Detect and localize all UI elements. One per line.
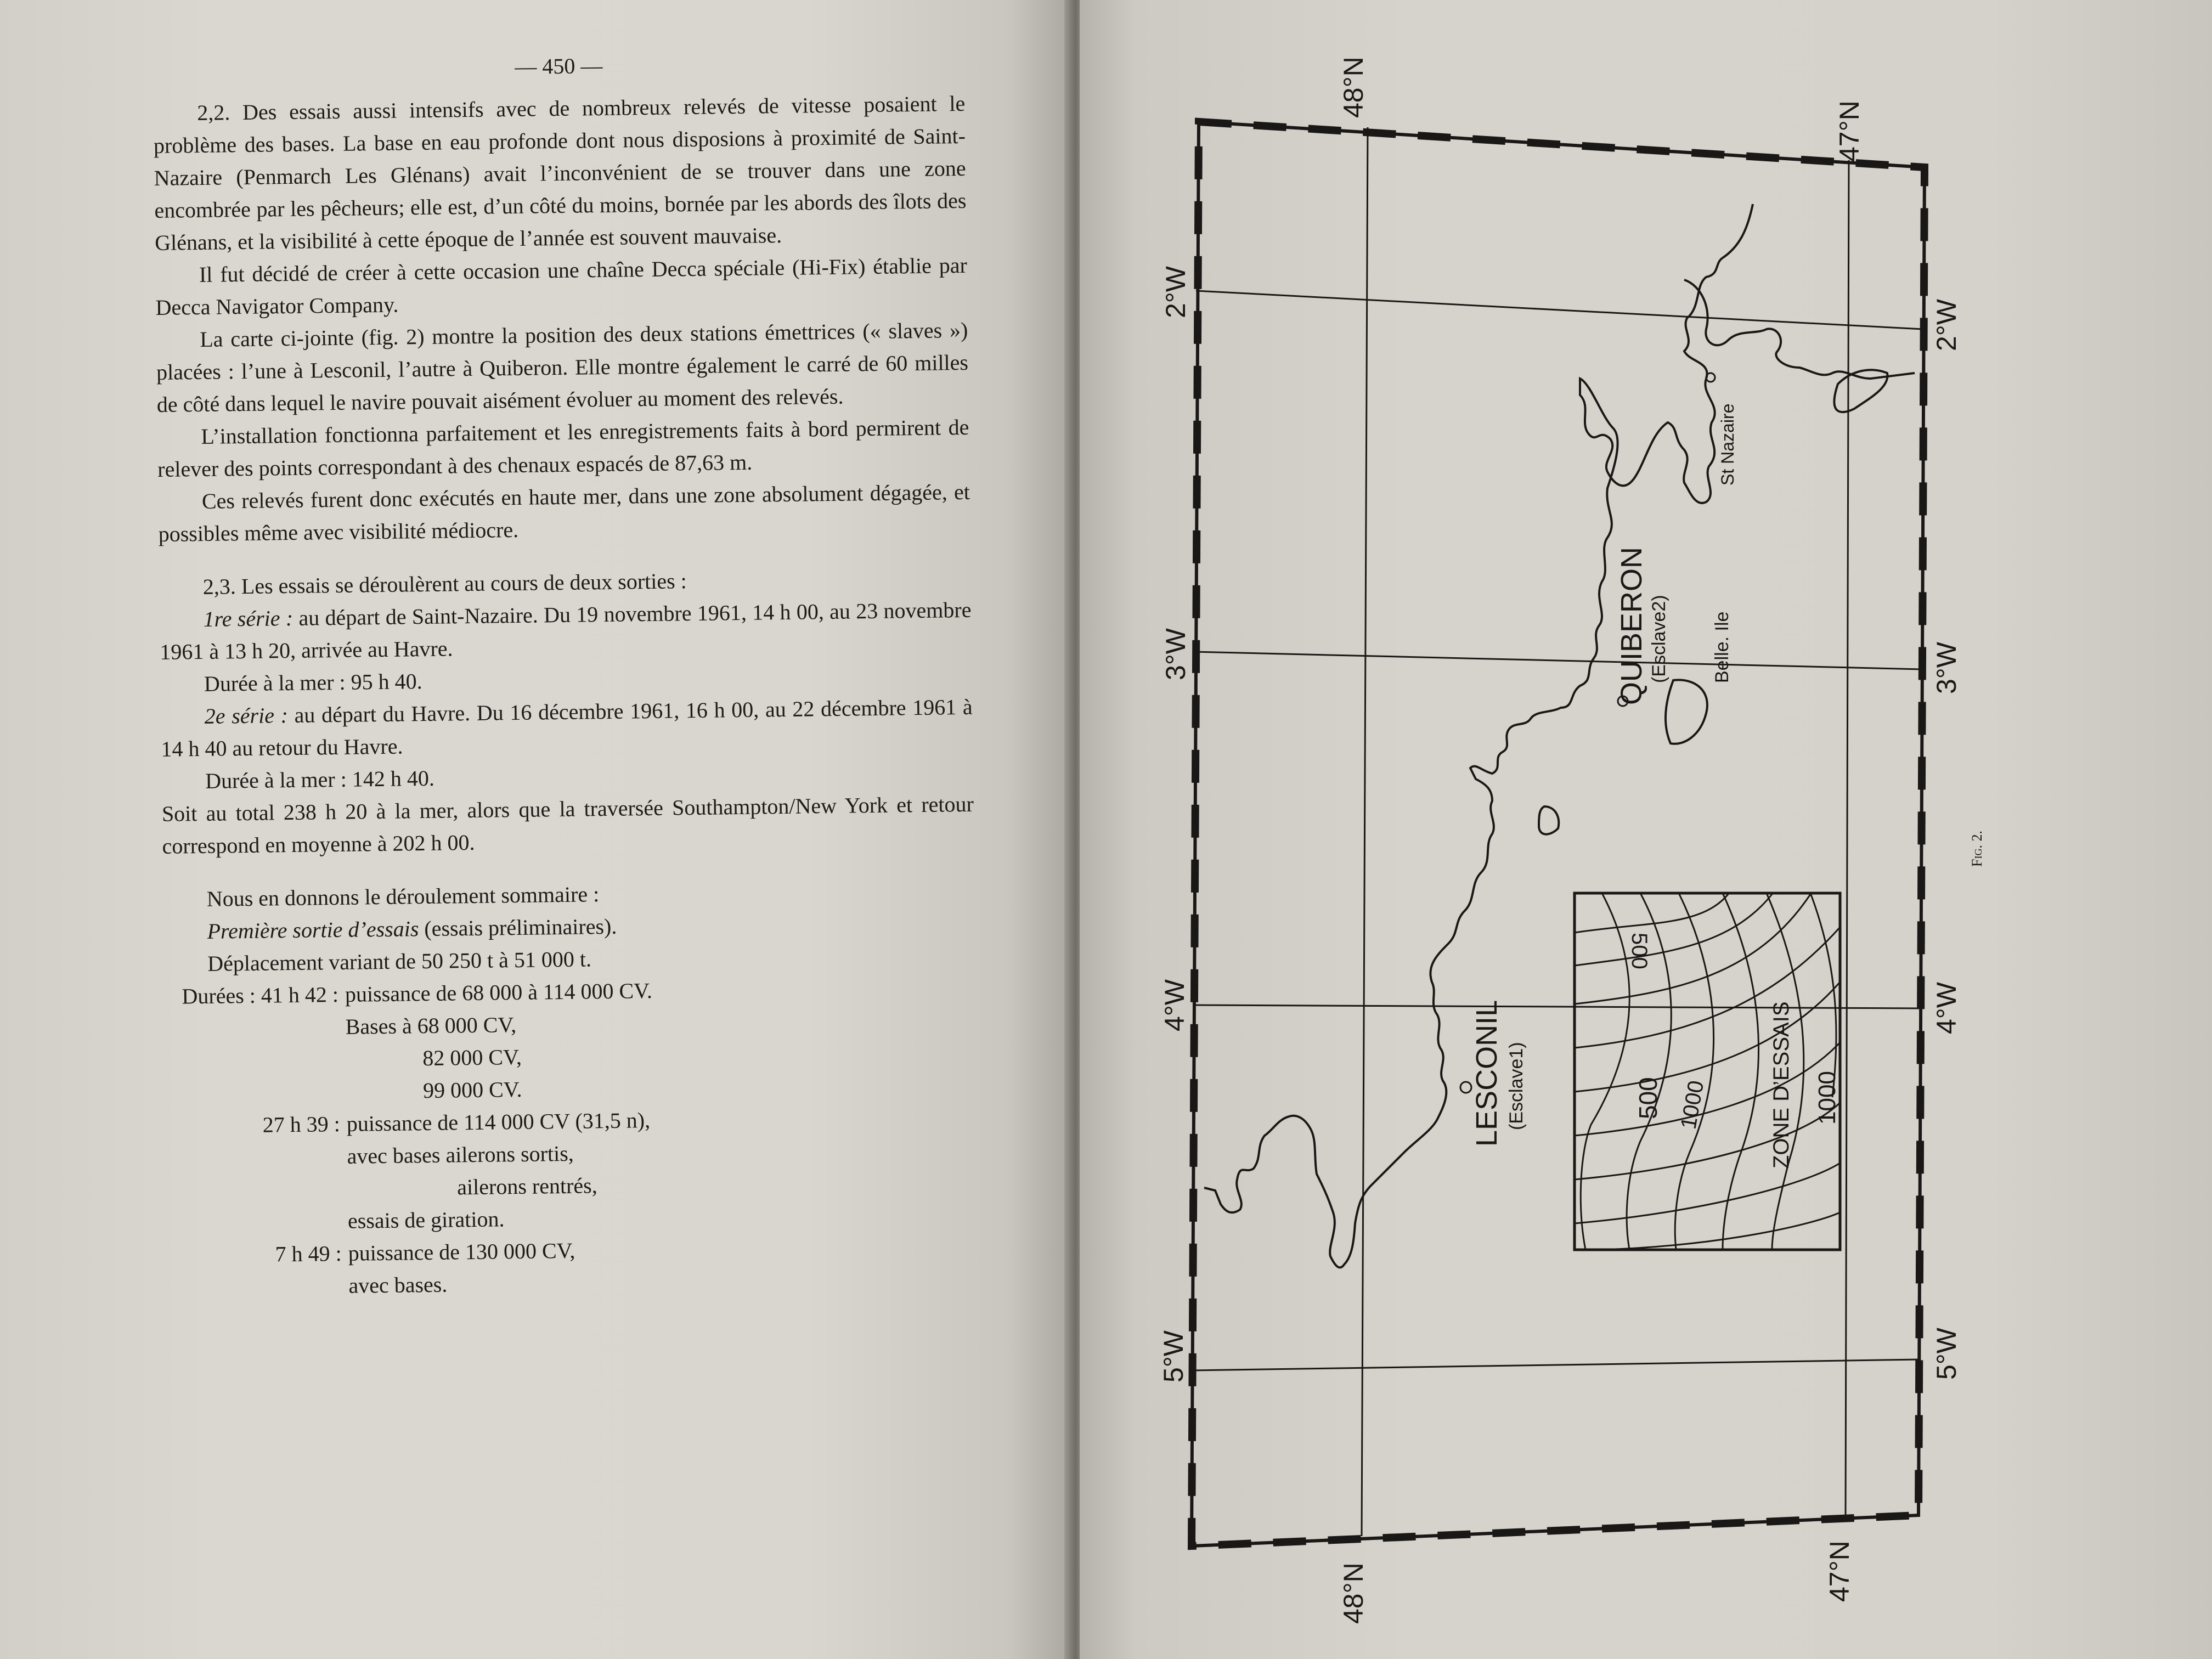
zone-grid — [1575, 893, 1840, 1250]
duration-line: 99 000 CV. — [422, 1076, 522, 1103]
duration-line: avec bases. — [348, 1272, 448, 1298]
deplacement: Déplacement variant de 50 250 t à 51 000 t. — [207, 946, 592, 976]
duration-line: puissance de 130 000 CV, — [348, 1238, 575, 1266]
premiere-sortie-label: Première sortie d’essais — [207, 916, 419, 944]
lon-label-5w-right: 5°W — [1931, 1328, 1962, 1380]
duration-line: puissance de 68 000 à 114 000 CV. — [345, 978, 653, 1007]
duration-time: 27 h 39 : — [262, 1111, 341, 1137]
latitude-line-47n — [1846, 160, 1849, 1517]
map-frame-border-dashes — [1192, 122, 1925, 1546]
serie-2-label: 2e série : — [204, 703, 289, 729]
lat-label-47n-top: 47°N — [1834, 100, 1865, 162]
contour-label: 1000 — [1676, 1079, 1709, 1131]
label-quiberon: QUIBERON — [1615, 546, 1648, 705]
label-belle-ile: Belle. Ile — [1712, 611, 1733, 683]
lat-label-48n-top: 48°N — [1338, 57, 1369, 118]
paragraph-2-2: 2,2. Des essais aussi intensifs avec de nombreux relevés de vitesse posaient le problème des bases. La base en eau profonde dont nous disposions à proximité de Saint-Nazaire (Penmarch Les Glénans) avait l’inconvénient de se trouver dans une zone encombrée par les pêcheurs; elle est, d’un côté du moins, bornée par les abords des îlots des Glénans, et la visibilité à cette époque de l’année est souvent mauvaise. — [153, 91, 967, 255]
contour-label: 500 — [1634, 1077, 1662, 1119]
contour-label: 1000 — [1814, 1071, 1841, 1125]
lon-label-4w-left: 4°W — [1159, 979, 1190, 1031]
duree-1: Durée à la mer : 95 h 40. — [204, 669, 422, 696]
lon-label-3w-right: 3°W — [1931, 642, 1962, 694]
page-number: — 450 — — [515, 53, 603, 79]
label-esclave1: (Esclave1) — [1506, 1042, 1527, 1130]
figure-caption: Fig. 2. — [1969, 831, 1985, 867]
serie-1-text: au départ de Saint-Nazaire. Du 19 novembre 1961, 14 h 00, au 23 novembre 1961 à 13 h 20, arrivée au Havre. — [160, 597, 972, 664]
station-lesconil-marker — [1460, 1082, 1471, 1093]
duration-time: 7 h 49 : — [275, 1240, 342, 1267]
longitude-line-2w — [1196, 291, 1923, 329]
paragraph-releves: Ces relevés furent donc exécutés en haute mer, dans une zone absolument dégagée, et possibles même avec visibilité médiocre. — [158, 479, 970, 546]
longitude-line-3w — [1194, 652, 1922, 669]
label-esclave2: (Esclave2) — [1649, 595, 1669, 683]
lat-label-48n-bottom: 48°N — [1338, 1562, 1369, 1624]
latitude-line-48n — [1362, 127, 1368, 1536]
longitude-line-4w — [1193, 1005, 1920, 1008]
coastline-loire — [1684, 280, 1915, 379]
lat-label-47n-bottom: 47°N — [1824, 1541, 1855, 1602]
serie-2-text: au départ du Havre. Du 16 décembre 1961, 16 h 00, au 22 décembre 1961 à 14 h 40 au retour du Havre. — [161, 694, 973, 761]
island-groix — [1539, 806, 1559, 834]
duration-line: 82 000 CV, — [422, 1044, 522, 1071]
lon-label-2w-left: 2°W — [1160, 266, 1191, 318]
label-zone-essais: ZONE D’ESSAIS — [1769, 1001, 1793, 1169]
deroulement: Nous en donnons le déroulement sommaire : — [206, 882, 600, 911]
lon-label-5w-left: 5°W — [1158, 1330, 1189, 1383]
duration-line: Bases à 68 000 CV, — [345, 1012, 517, 1039]
label-lesconil: LESCONIL — [1470, 1000, 1503, 1147]
lon-label-3w-left: 3°W — [1160, 628, 1191, 680]
zone-essais-box — [1575, 893, 1840, 1250]
serie-1-label: 1re série : — [203, 605, 294, 631]
duration-line: essais de giration. — [347, 1206, 505, 1233]
island-belle-ile — [1666, 680, 1707, 743]
contour-label: 500 — [1627, 933, 1651, 969]
duration-line: ailerons rentrés, — [456, 1173, 597, 1200]
longitude-line-5w — [1192, 1359, 1920, 1370]
paragraph-installation: L’installation fonctionna parfaitement et les enregistrements faits à bord permirent de relever des points correspondant à des chenaux espacés de 87,63 m. — [157, 414, 969, 482]
duration-time: Durées : 41 h 42 : — [182, 981, 339, 1009]
duration-line: avec bases ailerons sortis, — [347, 1141, 574, 1169]
duree-2: Durée à la mer : 142 h 40. — [205, 765, 435, 793]
paragraph-decca: Il fut décidé de créer à cette occasion une chaîne Decca spéciale (Hi-Fix) établie par Decca Navigator Company. — [155, 252, 968, 320]
lon-label-2w-right: 2°W — [1931, 299, 1962, 351]
premiere-sortie-text: (essais préliminaires). — [419, 913, 617, 941]
paragraph-carte: La carte ci-jointe (fig. 2) montre la position des deux stations émettrices (« slaves ») placées : l’une à Lesconil, l’autre à Quiberon. Elle montre également le carré de 60 milles de côté dans lequel le navire pouvait aisément évoluer au moment des relevés. — [156, 317, 969, 417]
map-frame — [1192, 122, 1925, 1546]
label-st-nazaire: St Nazaire — [1718, 403, 1737, 486]
duration-line: puissance de 114 000 CV (31,5 n), — [346, 1108, 651, 1136]
paragraph-2-3: 2,3. Les essais se déroulèrent au cours de deux sorties : — [202, 568, 687, 599]
lon-label-4w-right: 4°W — [1931, 982, 1962, 1034]
total-paragraph: Soit au total 238 h 20 à la mer, alors que la traversée Southampton/New York et retour correspond en moyenne à 202 h 00. — [161, 791, 974, 859]
